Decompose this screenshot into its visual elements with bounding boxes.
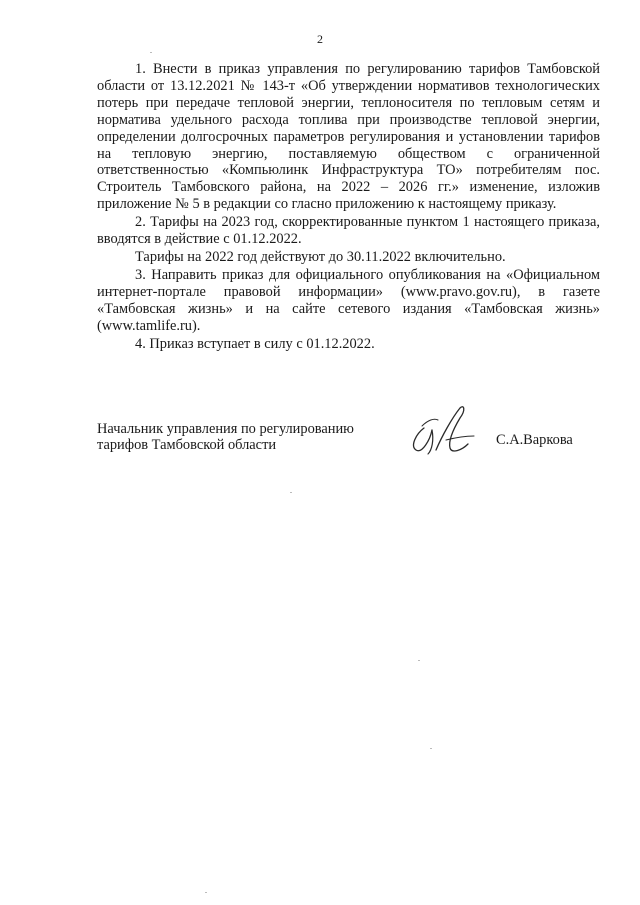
paragraph-item-2: 2. Тарифы на 2023 год, скорректированные пунктом 1 настоящего приказа, вводятся в действие с 01.12.2022. <box>97 214 600 248</box>
paragraph-tariffs-2022: Тарифы на 2022 год действуют до 30.11.2022 включительно. <box>135 248 506 265</box>
scan-speck <box>418 660 420 661</box>
page-number: 2 <box>317 32 323 46</box>
scan-speck <box>205 892 207 893</box>
paragraph-item-1: 1. Внести в приказ управления по регулированию тарифов Тамбовской области от 13.12.2021 № 143-т «Об утверждении нормативов технологических потерь при передаче тепловой энергии, теплоносителя по тепловым сетям и норматива удельного расхода топлива при производстве тепловой энергии, определении долгосрочных параметров регулирования и установлении тарифов на тепловую энергию, поставляемую обществом с ограниченной ответственностью «Компьюлинк Инфраструктура ТО» потребителям пос. Строитель Тамбовского района, на 2022 – 2026 гг.» изменение, изложив приложение № 5 в редакции со гласно приложению к настоящему приказу. <box>97 61 600 213</box>
scan-speck <box>290 492 292 493</box>
scan-speck <box>150 52 152 53</box>
signatory-position <box>97 421 397 453</box>
paragraph-item-4: 4. Приказ вступает в силу с 01.12.2022. <box>135 335 375 352</box>
document-body <box>97 61 600 352</box>
signatory-position-line-2: тарифов Тамбовской области <box>97 437 277 453</box>
signatory-name: С.А.Варкова <box>496 432 573 448</box>
handwritten-signature <box>402 400 482 460</box>
scan-speck <box>430 748 432 749</box>
paragraph-item-3: 3. Направить приказ для официального опубликования на «Официальном интернет-портале правовой информации» (www.pravo.gov.ru), в газете «Тамбовская жизнь» и на сайте сетевого издания «Тамбовская жизнь» (www.tamlife.ru). <box>97 266 600 334</box>
signatory-position-line-1: Начальник управления по регулированию <box>97 421 354 437</box>
